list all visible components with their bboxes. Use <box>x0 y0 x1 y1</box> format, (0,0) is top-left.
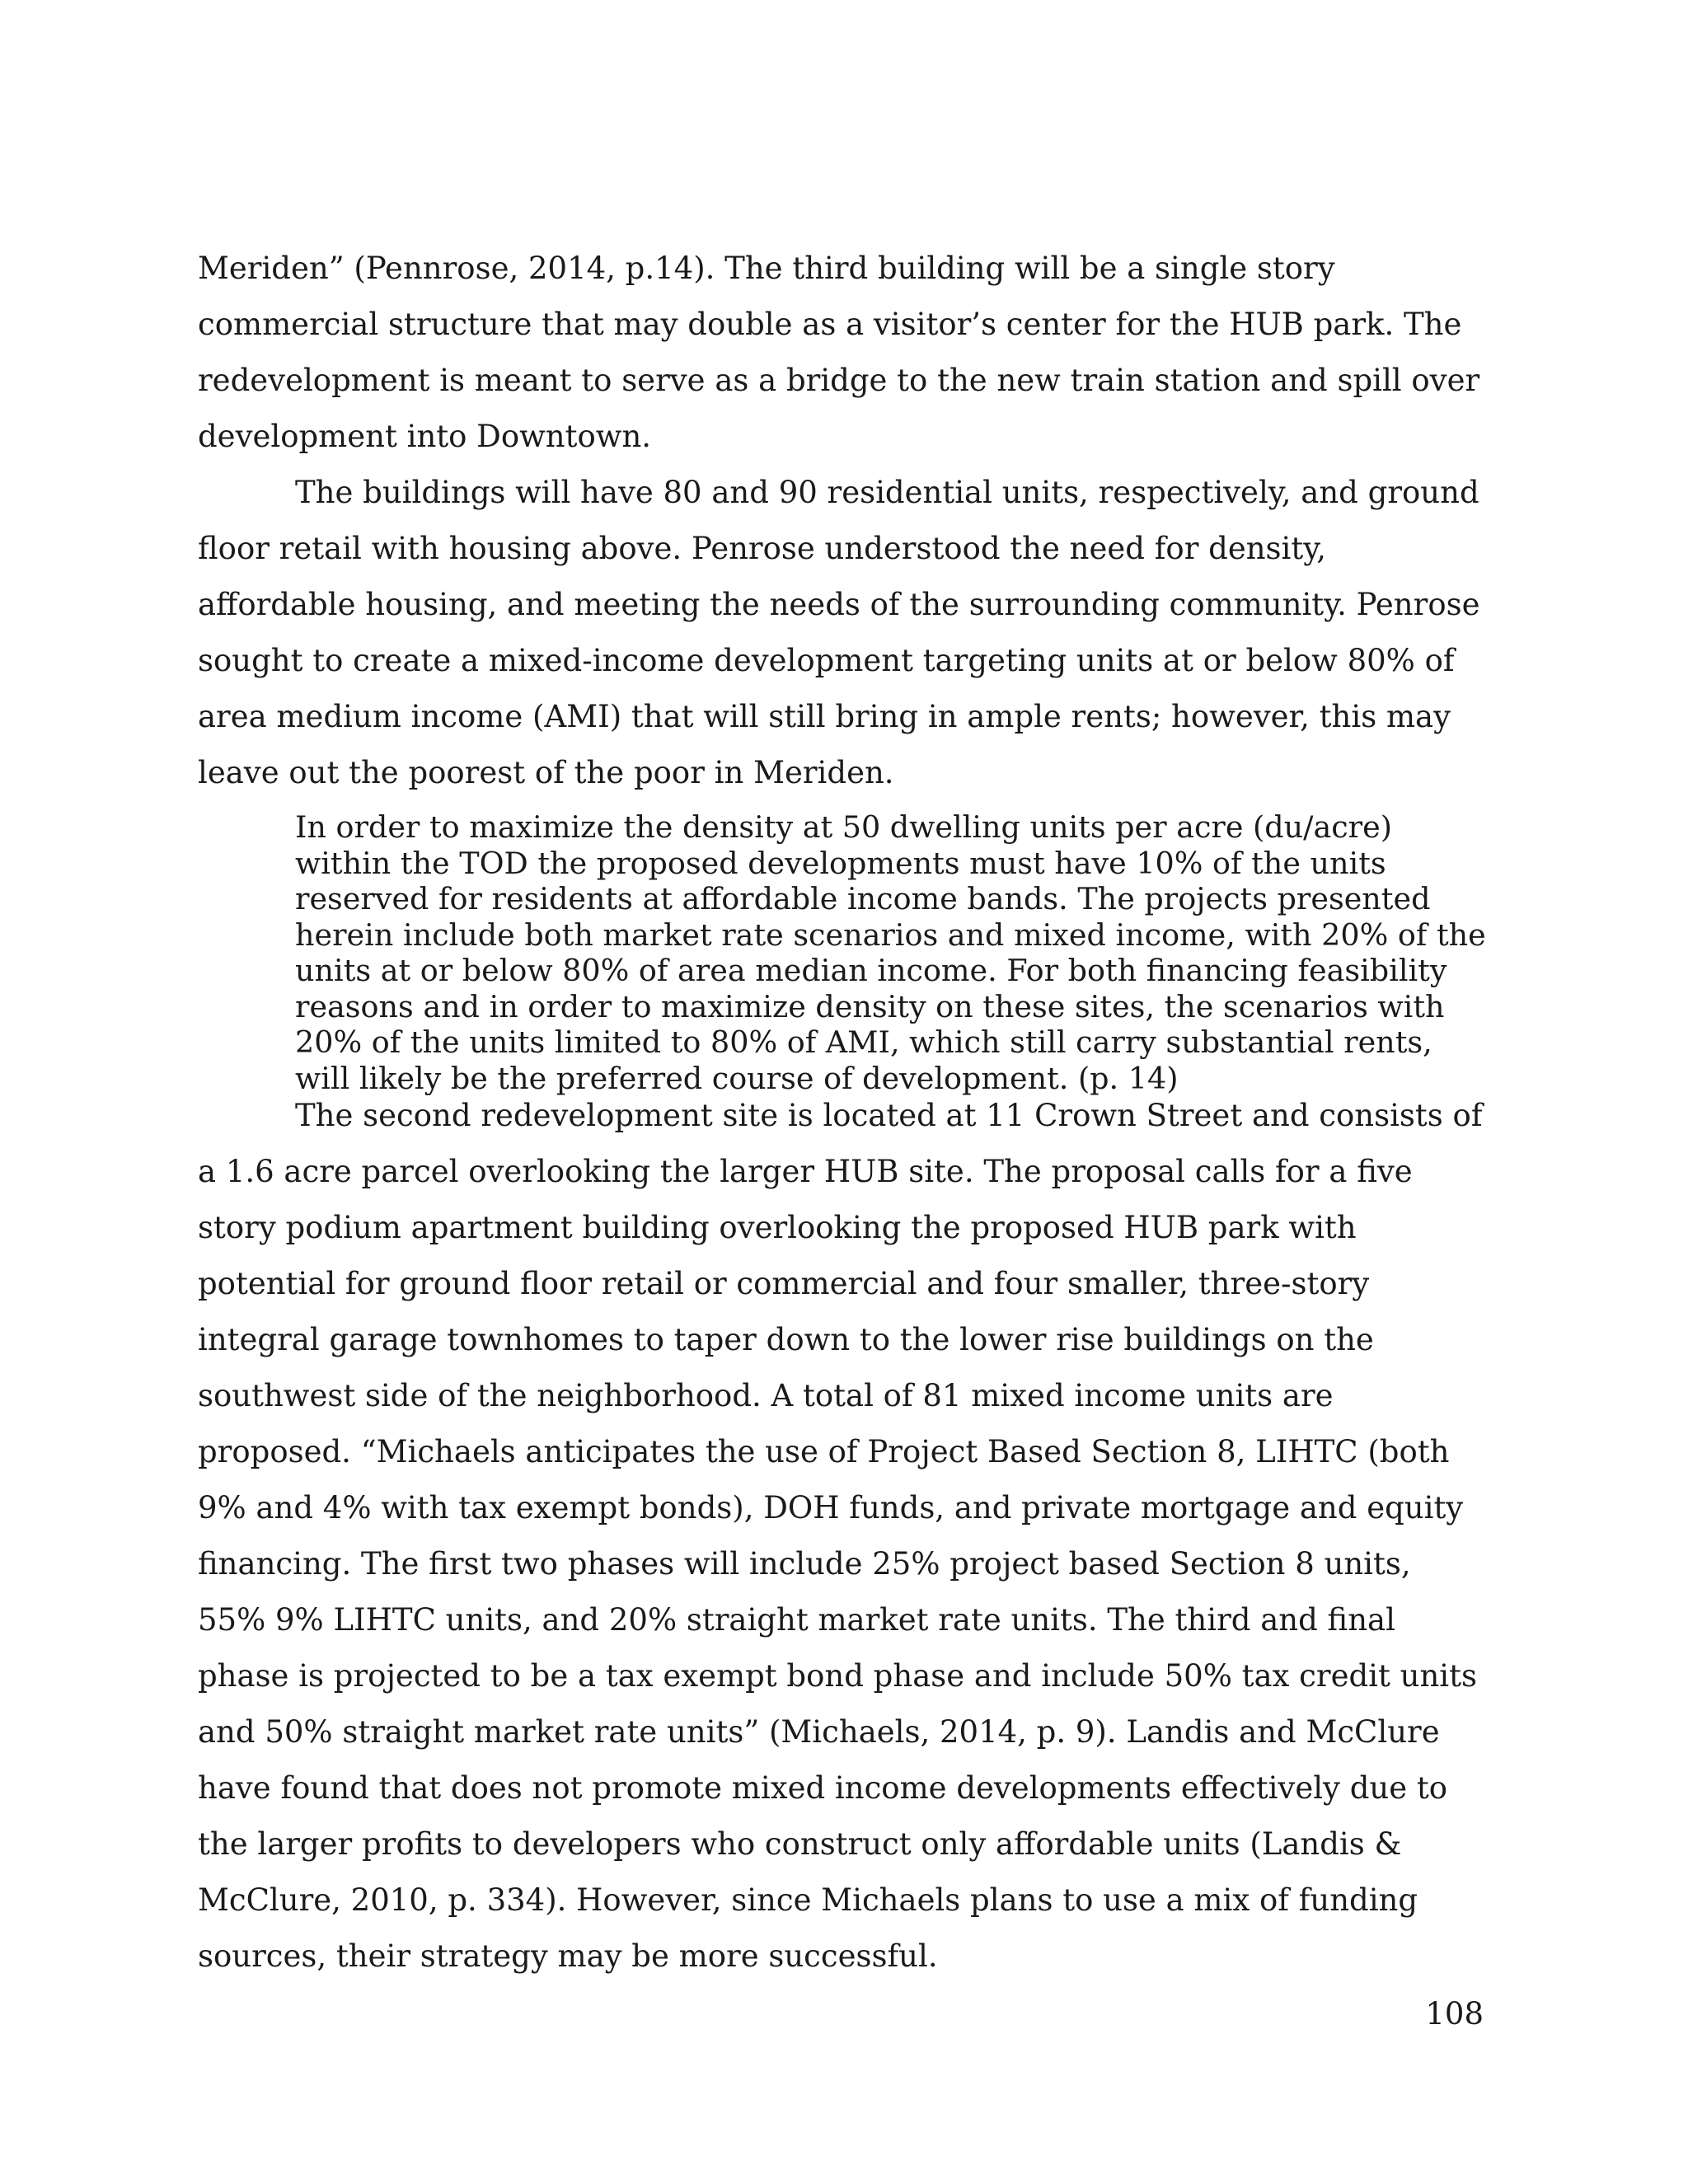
block-quote: In order to maximize the density at 50 dwelling units per acre (du/acre) within the TOD the proposed developments must have 10% of the units reserved for residents at affordable income bands. The projects presented herein include both market rate scenarios and mixed income, with 20% of the units at or below 80% of area median income. For both financing feasibility reasons and in order to maximize density on these sites, the scenarios with 20% of the units limited to 80% of AMI, which still carry substantial rents, will likely be the preferred course of development. (p. 14) <box>295 809 1486 1096</box>
body-paragraph-3: The second redevelopment site is located at 11 Crown Street and consists of a 1.6 acre parcel overlooking the larger HUB site. The proposal calls for a five story podium apartment building overlooking the proposed HUB park with potential for ground floor retail or commercial and four smaller, three-story integral garage townhomes to taper down to the lower rise buildings on the southwest side of the neighborhood. A total of 81 mixed income units are proposed. “Michaels anticipates the use of Project Based Section 8, LIHTC (both 9% and 4% with tax exempt bonds), DOH funds, and private mortgage and equity financing. The first two phases will include 25% project based Section 8 units, 55% 9% LIHTC units, and 20% straight market rate units. The third and final phase is projected to be a tax exempt bond phase and include 50% tax credit units and 50% straight market rate units” (Michaels, 2014, p. 9). Landis and McClure have found that does not promote mixed income developments effectively due to the larger profits to developers who construct only affordable units (Landis & McClure, 2010, p. 334). However, since Michaels plans to use a mix of funding sources, their strategy may be more successful. <box>198 1098 1483 1974</box>
page-number: 108 <box>1425 1996 1484 2032</box>
body-paragraph-1: Meriden” (Pennrose, 2014, p.14). The third building will be a single story commercial structure that may double as a visitor’s center for the HUB park. The redevelopment is meant to serve as a bridge to the new train station and spill over development into Downtown. <box>198 251 1480 454</box>
body-paragraph-2: The buildings will have 80 and 90 residential units, respectively, and ground floor retail with housing above. Penrose understood the need for density, affordable housing, and meeting the needs of the surrounding community. Penrose sought to create a mixed-income development targeting units at or below 80% of area medium income (AMI) that will still bring in ample rents; however, this may leave out the poorest of the poor in Meriden. <box>198 475 1480 790</box>
